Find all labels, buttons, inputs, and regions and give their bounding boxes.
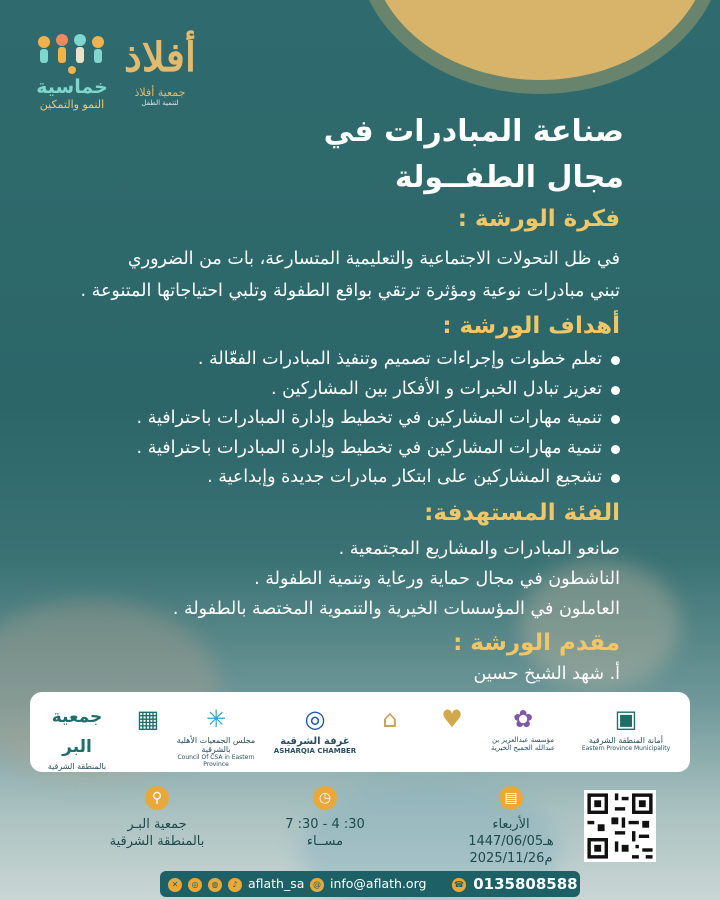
- goals-heading: أهداف الورشة :: [442, 313, 620, 339]
- page-title-line1: صناعة المبادرات في: [323, 114, 624, 149]
- municipality-logo: ▣ أمانة المنطقة الشرقية Eastern Province Municipality: [581, 705, 671, 752]
- social-handle[interactable]: aflath_sa: [247, 876, 305, 891]
- snapchat-icon[interactable]: ◍: [208, 878, 222, 892]
- presenter-heading: مقدم الورشة :: [453, 630, 620, 656]
- audience-heading: الفئة المستهدفة:: [424, 500, 620, 526]
- list-item: تعزيز تبادل الخبرات و الأفكار بين المشاركين .: [20, 375, 620, 405]
- idea-heading: فكرة الورشة :: [457, 206, 620, 232]
- decorative-circle: [370, 0, 710, 80]
- ngo-council-logo: ✳ مجلس الجمعيات الأهلية بالشرقية Council Of CSA in Eastern Province: [176, 705, 256, 768]
- albirr-logo: جمعية البر بالمنطقة الشرقية: [47, 707, 107, 771]
- heart-logo: ♥: [441, 705, 463, 733]
- aflath-mark: أفلاذ: [124, 34, 196, 81]
- idea-text-line1: في ظل التحولات الاجتماعية والتعليمية المتسارعة، بات من الضروري: [127, 249, 620, 269]
- location-info: ⚲ جمعية البـر بالمنطقة الشرقية: [92, 786, 222, 850]
- time-info: ◷ 7 :30 - 4 :30 مســاء: [260, 786, 390, 850]
- asharqia-chamber-logo: ◎ غرفة الشرقية ASHARQIA CHAMBER: [273, 705, 357, 755]
- location-pin-icon: ⚲: [145, 786, 169, 810]
- tiktok-icon[interactable]: ♪: [228, 878, 242, 892]
- foundation-logo: ⌂: [382, 705, 398, 733]
- list-item: العاملون في المؤسسات الخيرية والتنموية المختصة بالطفولة .: [172, 599, 620, 619]
- khumasiya-logo: [26, 32, 118, 128]
- phone-link[interactable]: ☎ 0135808588: [452, 871, 578, 897]
- date-info: ▤ الأربعاء 1447/06/05هـ 2025/11/26م: [446, 786, 576, 867]
- footer-bar: [160, 871, 580, 897]
- clock-icon: ◷: [313, 786, 337, 810]
- pattern-logo: ▦: [136, 705, 160, 733]
- khumasiya-name: خماسية: [36, 76, 108, 98]
- idea-text-line2: تبني مبادرات نوعية ومؤثرة ترتقي بواقع الطفولة وتلبي احتياجاتها المتنوعة .: [80, 281, 620, 301]
- list-item: تشجيع المشاركين على ابتكار مبادرات جديدة وإبداعية .: [20, 463, 620, 493]
- aflath-name: جمعية أفلاذ: [134, 86, 186, 99]
- list-item: تنمية مهارات المشاركين في تخطيط وإدارة المبادرات باحترافية .: [20, 434, 620, 464]
- list-item: تعلم خطوات وإجراءات تصميم وتنفيذ المبادرات الفعّالة .: [20, 345, 620, 375]
- list-item: تنمية مهارات المشاركين في تخطيط وإدارة المبادرات باحترافية .: [20, 404, 620, 434]
- list-item: الناشطون في مجال حماية ورعاية وتنمية الطفولة .: [254, 569, 620, 589]
- email-icon: @: [310, 878, 324, 892]
- list-item: صانعو المبادرات والمشاريع المجتمعية .: [338, 539, 620, 559]
- social-links[interactable]: [168, 871, 304, 897]
- khumasiya-tagline: النمو والتمكين: [39, 98, 105, 111]
- page-title-line2: مجال الطفــولة: [394, 160, 624, 195]
- twitter-icon[interactable]: ✕: [168, 878, 182, 892]
- aflath-logo: [122, 30, 198, 130]
- children-icon: [32, 32, 112, 76]
- instagram-icon[interactable]: ◎: [188, 878, 202, 892]
- aflath-tagline: لتنمية الطفل: [141, 99, 179, 107]
- qr-code-icon[interactable]: [584, 790, 656, 862]
- partners-strip: [30, 692, 690, 772]
- email-link[interactable]: @ info@aflath.org: [310, 871, 426, 897]
- presenter-name: أ. شهد الشيخ حسين: [473, 664, 620, 684]
- calendar-icon: ▤: [499, 786, 523, 810]
- phone-icon: ☎: [452, 878, 466, 892]
- goals-list: [20, 345, 620, 493]
- audience-list: [20, 534, 620, 624]
- aljomaih-logo: ✿ مؤسسة عبدالعزيز بن عبدالله الجميح الخيرية: [490, 705, 556, 752]
